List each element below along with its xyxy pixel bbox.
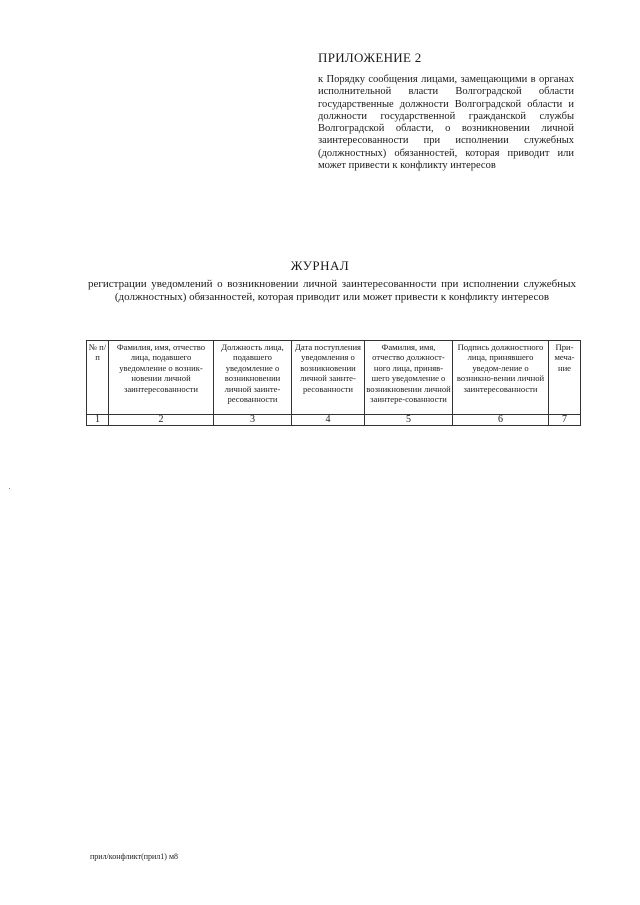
column-header-applicant-name: Фамилия, имя, отчество лица, подавшего уведомление о возник-новении личной заинтересованности	[109, 341, 214, 415]
column-header-number: № п/п	[87, 341, 109, 415]
appendix-title: ПРИЛОЖЕНИЕ 2	[318, 50, 422, 65]
column-header-receiver-name: Фамилия, имя, отчество должност-ного лица, приняв-шего уведомление о возникновении личной заинтере-сованности	[365, 341, 453, 415]
footer-file-reference: прил/конфликт(прил1) м8	[90, 852, 179, 861]
column-number-7: 7	[549, 415, 581, 426]
column-header-receipt-date: Дата поступления уведомления о возникновении личной заинте-ресованности	[292, 341, 365, 415]
journal-title: ЖУРНАЛ	[290, 258, 350, 273]
column-number-3: 3	[214, 415, 292, 426]
registration-table	[86, 340, 581, 426]
appendix-description: к Порядку сообщения лицами, замещающими в органах исполнительной власти Волгоградской области государственные должности Волгоградской области и должности государственной гражданской службы Волгоградской области, о возникновении личной заинтересованности при исполнении служебных (должностных) обязанностей, которая приводит или может привести к конфликту интересов	[318, 74, 574, 172]
column-number-1: 1	[87, 415, 109, 426]
column-header-note: При-меча-ние	[549, 341, 581, 415]
column-number-5: 5	[365, 415, 453, 426]
journal-subtitle: регистрации уведомлений о возникновении личной заинтересованности при исполнении служебных (должностных) обязанностей, которая приводит или может привести к конфликту интересов	[88, 278, 576, 303]
column-header-applicant-position: Должность лица, подавшего уведомление о возникновении личной заинте-ресованности	[214, 341, 292, 415]
table-row	[87, 415, 581, 426]
column-number-4: 4	[292, 415, 365, 426]
column-number-6: 6	[453, 415, 549, 426]
table-header-row	[87, 341, 581, 415]
column-header-receiver-signature: Подпись должностного лица, принявшего уведом-ление о возникно-вении личной заинтересованности	[453, 341, 549, 415]
column-number-2: 2	[109, 415, 214, 426]
scan-speck	[9, 488, 10, 489]
